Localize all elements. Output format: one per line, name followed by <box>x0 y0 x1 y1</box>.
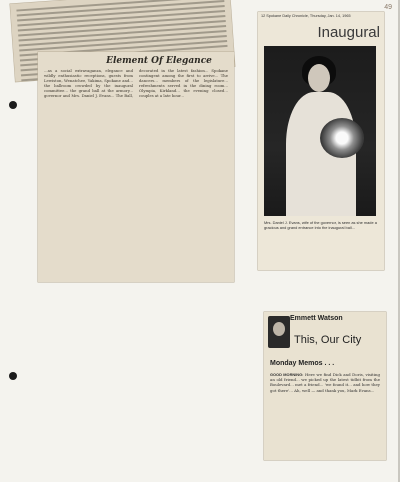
column-lead: GOOD MORNING: <box>270 372 304 377</box>
photo-caption: Mrs. Daniel J. Evans, wife of the governor, is seen as she made a gracious and grand entrance into the inaugural ball... <box>264 220 377 230</box>
column-text: Here we find Dick and Doris, visiting an old friend... we picked up the latest tidbit from the Boulevard... met a friend... 'we found it... and how they got there'... Ah, well — and thank you, Mark Evans... <box>270 372 380 393</box>
article-title: Element Of Elegance <box>106 56 212 66</box>
clipping-elegance <box>38 52 234 282</box>
article-body: ...as a social extravaganza, elegance and wildly enthusiastic receptions, guests from Lewiston, Wenatchee, Yakima, Spokane and... the ballroom crowded by the inaugural committee... the grand ball at the armory... governor and Mrs. Daniel J. Evans... The Ball, decorated in the latest fashion... Spokane contingent among the first to arrive... The dancers... members of the legislature... refreshments served in the dining room... Olympia, Kirkland... the evening closed... couples at a late hour... <box>44 68 228 99</box>
punch-hole <box>9 372 17 380</box>
bouquet-image <box>320 118 364 158</box>
column-title: This, Our City <box>294 334 362 346</box>
portrait-photo <box>264 46 376 216</box>
article-title: Inaugural <box>317 24 380 41</box>
columnist-byline: Emmett Watson <box>290 315 343 322</box>
page-number: 49 <box>384 4 392 11</box>
newspaper-dateline: 12 Spokane Daily Chronicle, Thursday, Jan. 14, 1965 <box>261 14 351 18</box>
clipping-emmett-watson <box>264 312 386 460</box>
column-body <box>270 372 380 393</box>
columnist-portrait <box>268 316 290 348</box>
clipping-inaugural <box>258 12 384 270</box>
punch-hole <box>9 101 17 109</box>
section-title: Monday Memos . . . <box>270 360 335 367</box>
